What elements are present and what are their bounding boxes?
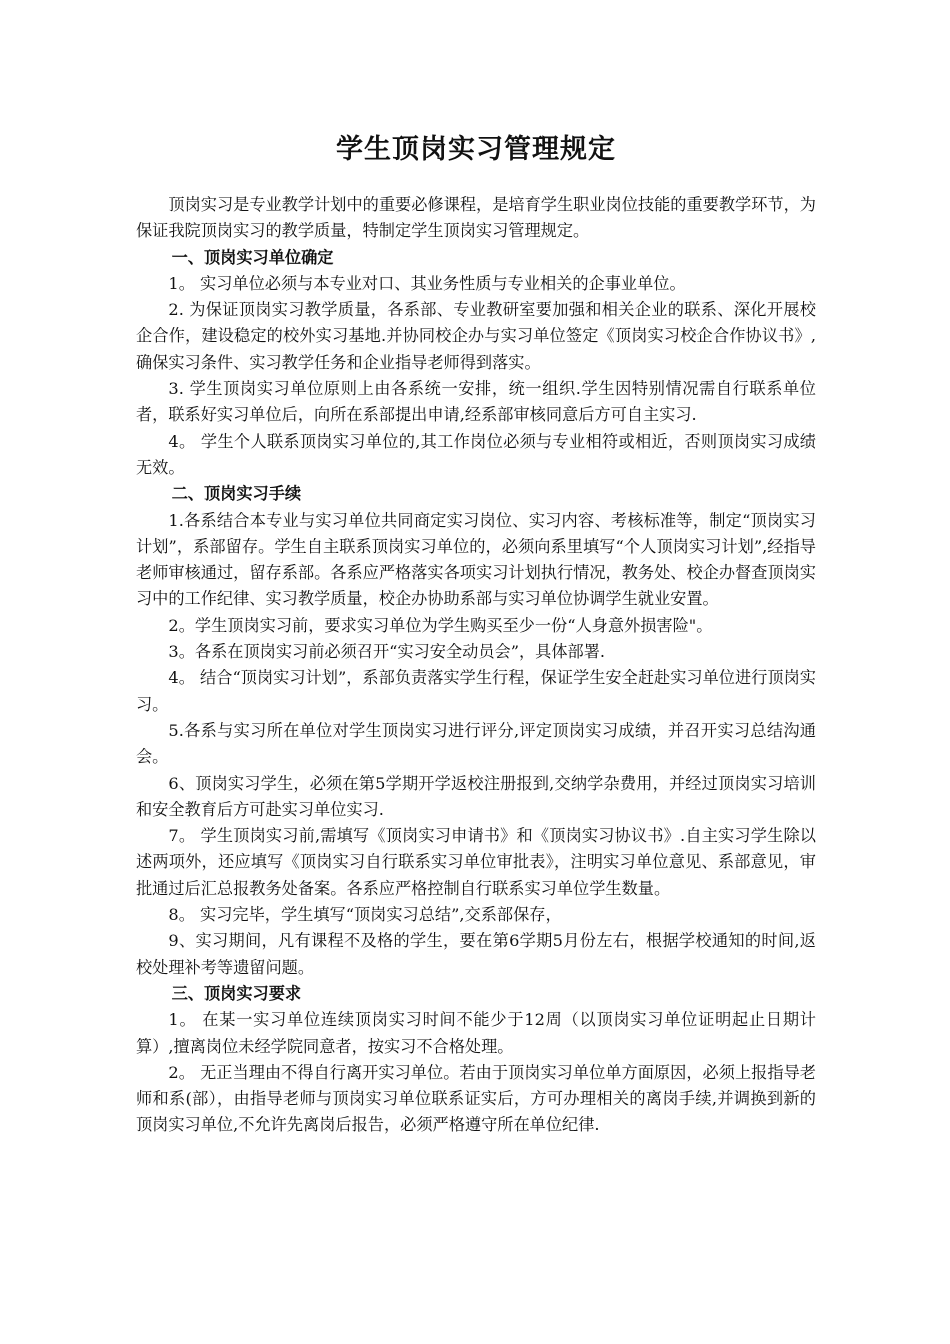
paragraph: 3。各系在顶岗实习前必须召开“实习安全动员会”，具体部署. — [168, 642, 606, 662]
paragraph: 1。 实习单位必须与本专业对口、其业务性质与专业相关的企事业单位。 — [168, 273, 686, 293]
intro-paragraph: 顶岗实习是专业教学计划中的重要必修课程，是培育学生职业岗位技能的重要教学环节，为保证我院顶岗实习的教学质量，特制定学生顶岗实习管理规定。 — [136, 195, 816, 241]
paragraph: 2。学生顶岗实习前，要求实习单位为学生购买至少一份“人身意外损害险"。 — [168, 615, 713, 635]
section-heading-unit: 一、顶岗实习单位确定 — [171, 247, 334, 267]
paragraph: 1.各系结合本专业与实习单位共同商定实习岗位、实习内容、考核标准等，制定“顶岗实习计划”，系部留存。学生自主联系顶岗实习单位的，必须向系里填写“个人顶岗实习计划”,经指导老师审核通过，留存系部。各系应严格落实各项实习计划执行情况，教务处、校企办督查顶岗实习中的工作纪律、实习教学质量，校企办协助系部与实习单位协调学生就业安置。 — [136, 510, 816, 609]
paragraph: 7。 学生顶岗实习前,需填写《顶岗实习申请书》和《顶岗实习协议书》.自主实习学生除以述两项外，还应填写《顶岗实习自行联系实习单位审批表》，注明实习单位意见、系部意见，审批通过后汇总报教务处备案。各系应严格控制自行联系实习单位学生数量。 — [136, 826, 816, 898]
paragraph: 2。 无正当理由不得自行离开实习单位。若由于顶岗实习单位单方面原因，必须上报指导老师和系(部），由指导老师与顶岗实习单位联系证实后，方可办理相关的离岗手续,并调换到新的顶岗实习单位,不允许先离岗后报告，必须严格遵守所在单位纪律. — [136, 1062, 816, 1135]
paragraph: 5.各系与实习所在单位对学生顶岗实习进行评分,评定顶岗实习成绩，并召开实习总结沟通会。 — [136, 720, 816, 767]
paragraph: 8。 实习完毕，学生填写“顶岗实习总结”,交系部保存， — [168, 905, 562, 925]
paragraph: 9、实习期间，凡有课程不及格的学生，要在第6学期5月份左右，根据学校通知的时间,返校处理补考等遗留问题。 — [136, 931, 816, 977]
paragraph: 4。 学生个人联系顶岗实习单位的,其工作岗位必须与专业相符或相近，否则顶岗实习成绩无效。 — [136, 431, 816, 477]
document-body — [136, 192, 816, 1139]
document-title: 学生顶岗实习管理规定 — [336, 134, 616, 165]
paragraph: 3. 学生顶岗实习单位原则上由各系统一安排，统一组织.学生因特别情况需自行联系单位者，联系好实习单位后，向所在系部提出申请,经系部审核同意后方可自主实习. — [136, 379, 816, 425]
section-heading-procedures: 二、顶岗实习手续 — [171, 484, 302, 504]
paragraph: 6、顶岗实习学生，必须在第5学期开学返校注册报到,交纳学杂费用，并经过顶岗实习培训和安全教育后方可赴实习单位实习. — [136, 773, 816, 819]
paragraph: 1。 在某一实习单位连续顶岗实习时间不能少于12周（以顶岗实习单位证明起止日期计算）,擅离岗位未经学院同意者，按实习不合格处理。 — [136, 1010, 816, 1056]
section-heading-requirements: 三、顶岗实习要求 — [171, 983, 302, 1003]
paragraph: 4。 结合“顶岗实习计划”，系部负责落实学生行程，保证学生安全赶赴实习单位进行顶岗实习。 — [136, 668, 816, 714]
paragraph: 2. 为保证顶岗实习教学质量，各系部、专业教研室要加强和相关企业的联系、深化开展校企合作，建设稳定的校外实习基地.并协同校企办与实习单位签定《顶岗实习校企合作协议书》,确保实习条件、实习教学任务和企业指导老师得到落实。 — [136, 300, 816, 372]
